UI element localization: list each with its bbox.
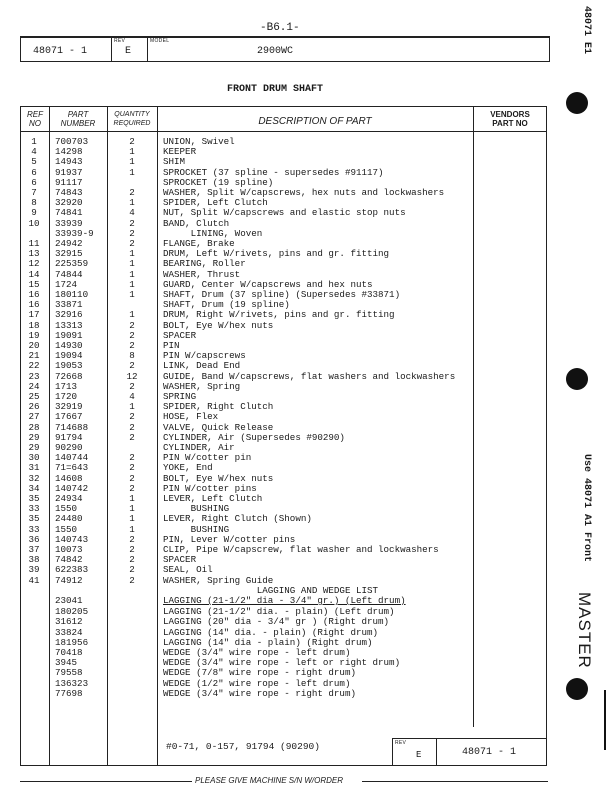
quantity-cell: 2 — [129, 574, 135, 586]
part-number-cell: 180110 — [55, 289, 89, 300]
side-use-note: Use 48071 A1 Front — [581, 454, 592, 563]
ref-cell: 5 — [31, 156, 37, 168]
description-cell: KEEPER — [163, 146, 197, 158]
punch-hole-icon — [566, 678, 588, 700]
part-number-cell: 19091 — [55, 329, 83, 341]
ref-cell: 32 — [28, 472, 40, 484]
quantity-cell: 2 — [129, 462, 135, 474]
quantity-cell: 1 — [129, 258, 135, 270]
quantity-cell: 2 — [129, 472, 135, 484]
footer-doc-box — [392, 738, 547, 766]
table-row — [21, 596, 546, 606]
description-cell: PIN — [163, 340, 180, 351]
ref-cell: 22 — [28, 360, 40, 372]
description-cell: YOKE, End — [163, 462, 213, 474]
quantity-cell: 1 — [129, 289, 135, 300]
description-cell: GUARD, Center W/capscrews and hex nuts — [163, 278, 373, 290]
ref-cell: 6 — [31, 176, 37, 188]
table-row — [21, 402, 546, 412]
part-number-cell: 31612 — [55, 616, 83, 628]
quantity-cell: 4 — [129, 207, 135, 219]
part-number-cell: 14943 — [55, 156, 83, 168]
table-row — [21, 392, 546, 402]
quantity-cell: 2 — [129, 544, 135, 555]
table-row — [21, 229, 546, 239]
part-number-cell: 19094 — [55, 350, 83, 362]
table-row — [21, 545, 546, 555]
ref-cell: 10 — [28, 217, 40, 229]
description-cell: WASHER, Thrust — [163, 268, 241, 280]
quantity-cell: 1 — [129, 309, 135, 321]
table-row — [21, 474, 546, 484]
quantity-cell: 1 — [129, 503, 135, 515]
ref-cell: 7 — [31, 187, 37, 198]
ref-cell: 16 — [28, 289, 40, 300]
description-cell: BUSHING — [163, 503, 230, 515]
ref-cell: 18 — [28, 319, 40, 331]
quantity-cell: 2 — [129, 482, 135, 494]
ref-cell: 29 — [28, 442, 40, 453]
description-cell: UNION, Swivel — [163, 136, 235, 147]
part-number-cell: 1720 — [55, 391, 78, 402]
part-number-cell: 90290 — [55, 442, 83, 453]
ref-cell: 37 — [28, 544, 40, 555]
part-number-cell: 74843 — [55, 187, 83, 198]
page-title: FRONT DRUM SHAFT — [226, 84, 323, 95]
part-number-cell: 140744 — [55, 452, 89, 464]
quantity-cell: 1 — [129, 197, 135, 209]
ref-cell: 6 — [31, 166, 37, 178]
table-row — [21, 310, 546, 320]
ref-cell: 31 — [28, 462, 40, 474]
ref-cell: 33 — [28, 503, 40, 515]
part-number-cell: 72668 — [55, 370, 83, 382]
ref-cell: 11 — [28, 238, 40, 249]
quantity-header: QUANTITY REQUIRED — [113, 111, 151, 127]
description-cell: BOLT, Eye W/hex nuts — [163, 472, 274, 484]
part-number-cell: 14298 — [55, 146, 83, 158]
quantity-cell: 1 — [129, 401, 135, 413]
part-number-cell: 70418 — [55, 647, 83, 658]
part-number-cell: 714688 — [55, 421, 89, 433]
ref-cell: 17 — [28, 309, 40, 321]
description-cell: SPIDER, Right Clutch — [163, 401, 274, 413]
part-number-cell: 225359 — [55, 258, 89, 270]
ref-cell: 38 — [28, 554, 40, 566]
table-row — [21, 341, 546, 351]
description-cell: BAND, Clutch — [163, 217, 230, 229]
table-row — [21, 219, 546, 229]
model-value: 2900WC — [257, 46, 294, 57]
description-cell: SEAL, Oil — [163, 564, 213, 576]
part-number-cell: 14930 — [55, 340, 83, 351]
description-cell: WEDGE (3/4" wire rope - left drum) — [163, 647, 351, 658]
description-cell: FLANGE, Brake — [163, 238, 235, 249]
description-cell: SPACER — [163, 329, 197, 341]
description-cell: LAGGING (20" dia - 3/4" gr ) (Right drum) — [163, 616, 390, 628]
model-caption: MODEL — [150, 38, 170, 44]
description-cell: DRUM, Right W/rivets, pins and gr. fitting — [163, 309, 395, 321]
part-number-cell: 24480 — [55, 513, 83, 525]
description-cell: BUSHING — [163, 523, 230, 535]
ref-cell: 1 — [31, 136, 37, 147]
ref-cell: 28 — [28, 421, 40, 433]
parts-table — [20, 106, 547, 766]
part-number-cell: 13313 — [55, 319, 83, 331]
part-number-cell: 140742 — [55, 482, 89, 494]
quantity-cell: 2 — [129, 319, 135, 331]
ref-cell: 30 — [28, 452, 40, 464]
quantity-cell: 2 — [129, 554, 135, 566]
table-row — [21, 433, 546, 443]
description-cell: WEDGE (3/4" wire rope - right drum) — [163, 687, 356, 699]
table-row — [21, 249, 546, 259]
ref-cell: 35 — [28, 493, 40, 504]
quantity-cell: 1 — [129, 146, 135, 158]
description-cell: DRUM, Left W/rivets, pins and gr. fitting — [163, 248, 390, 260]
table-row — [21, 188, 546, 198]
table-row — [21, 259, 546, 269]
part-number-header: PART NUMBER — [60, 110, 96, 128]
quantity-cell: 2 — [129, 136, 135, 147]
table-row — [21, 565, 546, 575]
punch-hole-icon — [566, 368, 588, 390]
ref-cell: 9 — [31, 207, 37, 219]
part-number-cell: 17667 — [55, 411, 83, 423]
ref-cell: 35 — [28, 513, 40, 525]
part-number-cell: 74841 — [55, 207, 83, 219]
description-cell: SPRING — [163, 391, 197, 402]
part-number-cell: 32920 — [55, 197, 83, 209]
part-number-cell: 71=643 — [55, 462, 89, 474]
ref-cell: 24 — [28, 380, 40, 392]
table-row — [21, 412, 546, 422]
ref-cell: 16 — [28, 299, 40, 311]
table-row — [21, 372, 546, 382]
description-cell: SHAFT, Drum (37 spline) (Supersedes #33871) — [163, 289, 401, 300]
part-number-cell: 1550 — [55, 523, 78, 535]
quantity-cell: 1 — [129, 278, 135, 290]
ref-cell: 13 — [28, 248, 40, 260]
table-row — [21, 555, 546, 565]
description-cell: SHAFT, Drum (19 spline) — [163, 299, 290, 311]
edge-mark — [604, 690, 606, 750]
quantity-cell: 2 — [129, 187, 135, 198]
table-row — [21, 484, 546, 494]
footnote: #0-71, 0-157, 91794 (90290) — [166, 741, 320, 752]
part-number-cell: 10073 — [55, 544, 83, 555]
quantity-cell: 2 — [129, 533, 135, 545]
footer-rev-value: E — [416, 750, 422, 760]
table-row — [21, 208, 546, 218]
description-cell: PIN, Lever W/cotter pins — [163, 533, 296, 545]
part-number-cell: 74912 — [55, 574, 83, 586]
ref-cell: 34 — [28, 482, 40, 494]
part-number-cell: 33939 — [55, 217, 83, 229]
vendors-header: VENDORS PART NO — [490, 110, 530, 128]
ref-cell: 19 — [28, 329, 40, 341]
description-cell: SPROCKET (37 spline - supersedes #91117) — [163, 166, 384, 178]
part-number-cell: 3945 — [55, 657, 78, 669]
ref-cell: 8 — [31, 197, 37, 209]
part-number-cell: 32916 — [55, 309, 83, 321]
part-number-cell: 24942 — [55, 238, 83, 249]
ref-cell: 4 — [31, 146, 37, 158]
footer-doc-number: 48071 - 1 — [462, 747, 517, 758]
description-cell: PIN W/capscrews — [163, 350, 246, 362]
quantity-cell: 2 — [129, 360, 135, 372]
description-cell: VALVE, Quick Release — [163, 421, 274, 433]
description-cell: SPROCKET (19 spline) — [163, 176, 274, 188]
part-number-cell: 23041 — [55, 595, 83, 606]
part-number-cell: 1724 — [55, 278, 78, 290]
description-cell: GUIDE, Band W/capscrews, flat washers and lockwashers — [163, 370, 456, 382]
description-cell: WASHER, Split W/capscrews, hex nuts and lockwashers — [163, 187, 445, 198]
part-number-cell: 14608 — [55, 472, 83, 484]
quantity-cell: 8 — [129, 350, 135, 362]
ref-cell: 12 — [28, 258, 40, 270]
description-cell: CLIP, Pipe W/capscrew, flat washer and lockwashers — [163, 544, 439, 555]
description-cell: BOLT, Eye W/hex nuts — [163, 319, 274, 331]
description-cell: LINING, Woven — [163, 227, 263, 239]
table-row — [21, 514, 546, 524]
ref-cell: 23 — [28, 370, 40, 382]
quantity-cell: 4 — [129, 391, 135, 402]
quantity-cell: 2 — [129, 238, 135, 249]
description-cell: LAGGING AND WEDGE LIST — [163, 584, 379, 596]
description-cell: WEDGE (1/2" wire rope - left drum) — [163, 677, 351, 689]
quantity-cell: 2 — [129, 452, 135, 464]
quantity-cell: 2 — [129, 411, 135, 423]
table-row — [21, 351, 546, 361]
quantity-cell: 1 — [129, 513, 135, 525]
part-number-cell: 24934 — [55, 493, 83, 504]
part-number-cell: 1550 — [55, 503, 78, 515]
description-cell: WEDGE (7/8" wire rope - right drum) — [163, 667, 356, 679]
part-number-cell: 33824 — [55, 626, 83, 638]
part-number-cell: 140743 — [55, 533, 89, 545]
part-number-cell: 180205 — [55, 606, 89, 618]
quantity-cell: 2 — [129, 340, 135, 351]
table-row — [21, 494, 546, 504]
table-row — [21, 453, 546, 463]
part-number-cell: 74844 — [55, 268, 83, 280]
quantity-cell: 1 — [129, 156, 135, 168]
table-row — [21, 463, 546, 473]
quantity-cell: 2 — [129, 329, 135, 341]
part-number-cell: 622383 — [55, 564, 89, 576]
description-cell: CYLINDER, Air (Supersedes #90290) — [163, 431, 345, 443]
description-cell: LEVER, Right Clutch (Shown) — [163, 513, 312, 525]
page-number: -B6.1- — [260, 22, 300, 34]
punch-hole-icon — [566, 92, 588, 114]
description-cell: LINK, Dead End — [163, 360, 241, 372]
description-cell: HOSE, Flex — [163, 411, 219, 423]
description-cell: WASHER, Spring — [163, 380, 241, 392]
description-cell: LAGGING (14" dia. - plain) (Right drum) — [163, 626, 379, 638]
description-cell: PIN W/cotter pin — [163, 452, 252, 464]
description-cell: LAGGING (21-1/2" dia - 3/4" gr.) (Left drum) — [163, 595, 406, 606]
quantity-cell: 1 — [129, 523, 135, 535]
part-number-cell: 79558 — [55, 667, 83, 679]
quantity-cell: 2 — [129, 380, 135, 392]
description-cell: WASHER, Spring Guide — [163, 574, 274, 586]
ref-cell: 27 — [28, 411, 40, 423]
quantity-cell: 2 — [129, 217, 135, 229]
description-cell: SPIDER, Left Clutch — [163, 197, 268, 209]
table-row — [21, 331, 546, 341]
quantity-cell: 2 — [129, 564, 135, 576]
table-row — [21, 168, 546, 178]
description-cell: PIN W/cotter pins — [163, 482, 257, 494]
part-number-cell: 91794 — [55, 431, 83, 443]
footer-rev-caption: REV — [395, 740, 407, 746]
part-number-cell: 181956 — [55, 636, 89, 648]
description-cell: WEDGE (3/4" wire rope - left or right drum) — [163, 657, 401, 669]
part-number-cell: 700703 — [55, 136, 89, 147]
quantity-cell: 1 — [129, 493, 135, 504]
quantity-cell: 12 — [126, 370, 138, 382]
part-number-cell: 32915 — [55, 248, 83, 260]
table-row — [21, 689, 546, 699]
rev-caption: REV — [114, 38, 126, 44]
side-code: 48071 E1 — [581, 6, 592, 55]
ref-cell: 33 — [28, 523, 40, 535]
header-box — [20, 36, 550, 62]
quantity-cell: 1 — [129, 166, 135, 178]
quantity-cell: 2 — [129, 421, 135, 433]
side-master-label: MASTER — [575, 592, 594, 669]
order-note: PLEASE GIVE MACHINE S/N W/ORDER — [195, 776, 344, 785]
part-number-cell: 33871 — [55, 299, 83, 311]
part-number-cell: 1713 — [55, 380, 78, 392]
quantity-cell: 1 — [129, 268, 135, 280]
description-cell: BEARING, Roller — [163, 258, 246, 270]
part-number-cell: 32919 — [55, 401, 83, 413]
ref-cell: 36 — [28, 533, 40, 545]
description-cell: LEVER, Left Clutch — [163, 493, 263, 504]
description-cell: SPACER — [163, 554, 197, 566]
part-number-cell: 33939-9 — [55, 227, 94, 239]
table-row — [21, 382, 546, 392]
table-row — [21, 147, 546, 157]
part-number-cell: 91117 — [55, 176, 83, 188]
doc-number: 48071 - 1 — [33, 46, 88, 57]
part-number-cell: 74842 — [55, 554, 83, 566]
ref-cell: 41 — [28, 574, 40, 586]
ref-cell: 14 — [28, 268, 40, 280]
part-number-cell: 19053 — [55, 360, 83, 372]
description-cell: CYLINDER, Air — [163, 442, 235, 453]
description-cell: SHIM — [163, 156, 186, 168]
description-cell: LAGGING (21-1/2" dia. - plain) (Left drum) — [163, 606, 395, 618]
quantity-cell: 1 — [129, 248, 135, 260]
ref-cell: 26 — [28, 401, 40, 413]
rev-value: E — [125, 46, 132, 57]
description-cell: NUT, Split W/capscrews and elastic stop nuts — [163, 207, 406, 219]
description-header: DESCRIPTION OF PART — [258, 116, 372, 127]
table-row — [21, 137, 546, 147]
ref-header: REF NO — [27, 110, 43, 128]
part-number-cell: 91937 — [55, 166, 83, 178]
ref-cell: 39 — [28, 564, 40, 576]
ref-cell: 20 — [28, 340, 40, 351]
part-number-cell: 77698 — [55, 687, 83, 699]
description-cell: LAGGING (14" dia - plain) (Right drum) — [163, 636, 373, 648]
table-row — [21, 443, 546, 453]
ref-cell: 21 — [28, 350, 40, 362]
ref-cell: 25 — [28, 391, 40, 402]
table-row — [21, 321, 546, 331]
ref-cell: 29 — [28, 431, 40, 443]
quantity-cell: 2 — [129, 431, 135, 443]
part-number-cell: 136323 — [55, 677, 89, 689]
ref-cell: 15 — [28, 278, 40, 290]
quantity-cell: 2 — [129, 227, 135, 239]
